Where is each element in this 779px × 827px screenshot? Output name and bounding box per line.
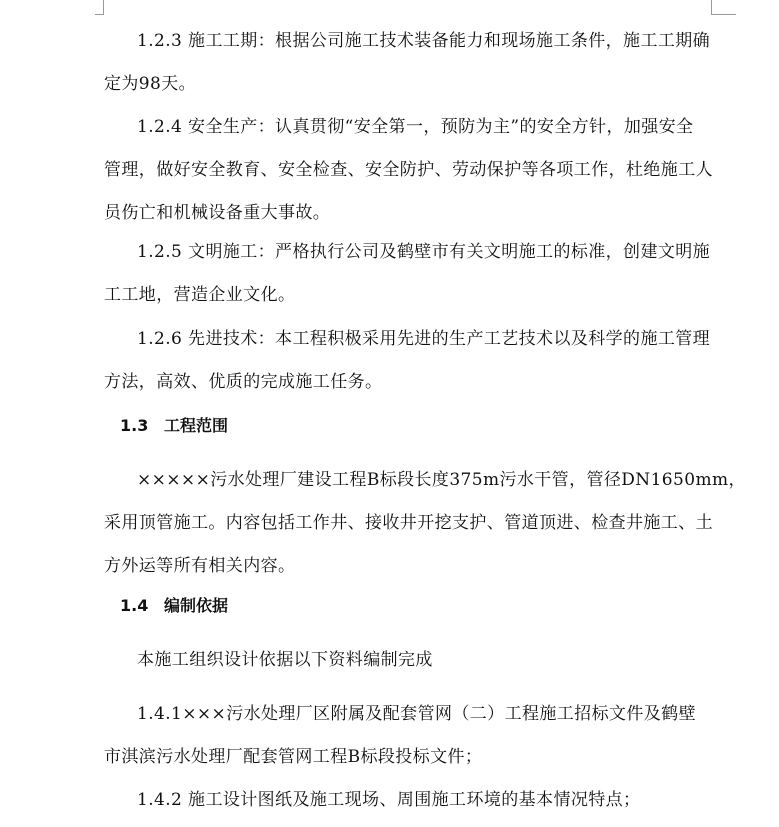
text-line: 1.4.1×××污水处理厂区附属及配套管网（二）工程施工招标文件及鹤壁: [137, 704, 696, 724]
text-line: 员伤亡和机械设备重大事故。: [104, 203, 331, 223]
paragraph-1-2-5: [104, 231, 714, 317]
section-heading-1-3: [120, 414, 228, 438]
text-line: 1.2.6 先进技术：本工程积极采用先进的生产工艺技术以及科学的施工管理: [137, 329, 711, 349]
text-line: 1.2.5 文明施工：严格执行公司及鹤壁市有关文明施工的标准，创建文明施: [137, 242, 711, 262]
text-line: 采用顶管施工。内容包括工作井、接收井开挖支护、管道顶进、检查井施工、土: [104, 513, 713, 533]
text-line: 1.2.3 施工工期：根据公司施工技术装备能力和现场施工条件，施工工期确: [137, 31, 711, 51]
paragraph-1-4-intro: [104, 639, 714, 682]
page-corner-mark-left: [95, 0, 104, 15]
text-line: 方法，高效、优质的完成施工任务。: [104, 372, 383, 392]
text-line: ×××××污水处理厂建设工程B标段长度375m污水干管，管径DN1650mm，: [137, 470, 746, 490]
text-line: 市淇滨污水处理厂配套管网工程B标段投标文件；: [104, 747, 483, 767]
heading-title: 编制依据: [164, 596, 229, 615]
text-line: 1.2.4 安全生产：认真贯彻“安全第一，预防为主”的安全方针，加强安全: [137, 117, 694, 137]
paragraph-1-2-6: [104, 318, 714, 404]
text-line: 本施工组织设计依据以下资料编制完成: [137, 650, 433, 670]
text-line: 定为98天。: [104, 74, 197, 94]
text-line: 管理，做好安全教育、安全检查、安全防护、劳动保护等各项工作，杜绝施工人: [104, 160, 713, 180]
text-line: 工工地，营造企业文化。: [104, 285, 296, 305]
text-line: 1.4.2 施工设计图纸及施工现场、周围施工环境的基本情况特点；: [137, 790, 641, 810]
section-heading-1-4: [120, 594, 228, 618]
heading-number: 1.4: [120, 596, 149, 615]
paragraph-1-4-1: [104, 693, 714, 779]
paragraph-1-2-4: [104, 106, 714, 235]
page-corner-mark-right: [711, 0, 736, 15]
heading-title: 工程范围: [164, 416, 229, 435]
heading-number: 1.3: [120, 416, 149, 435]
paragraph-1-4-2: [104, 779, 714, 822]
text-line: 方外运等所有相关内容。: [104, 556, 296, 576]
paragraph-1-3-body: [104, 459, 746, 588]
paragraph-1-2-3: [104, 20, 714, 106]
